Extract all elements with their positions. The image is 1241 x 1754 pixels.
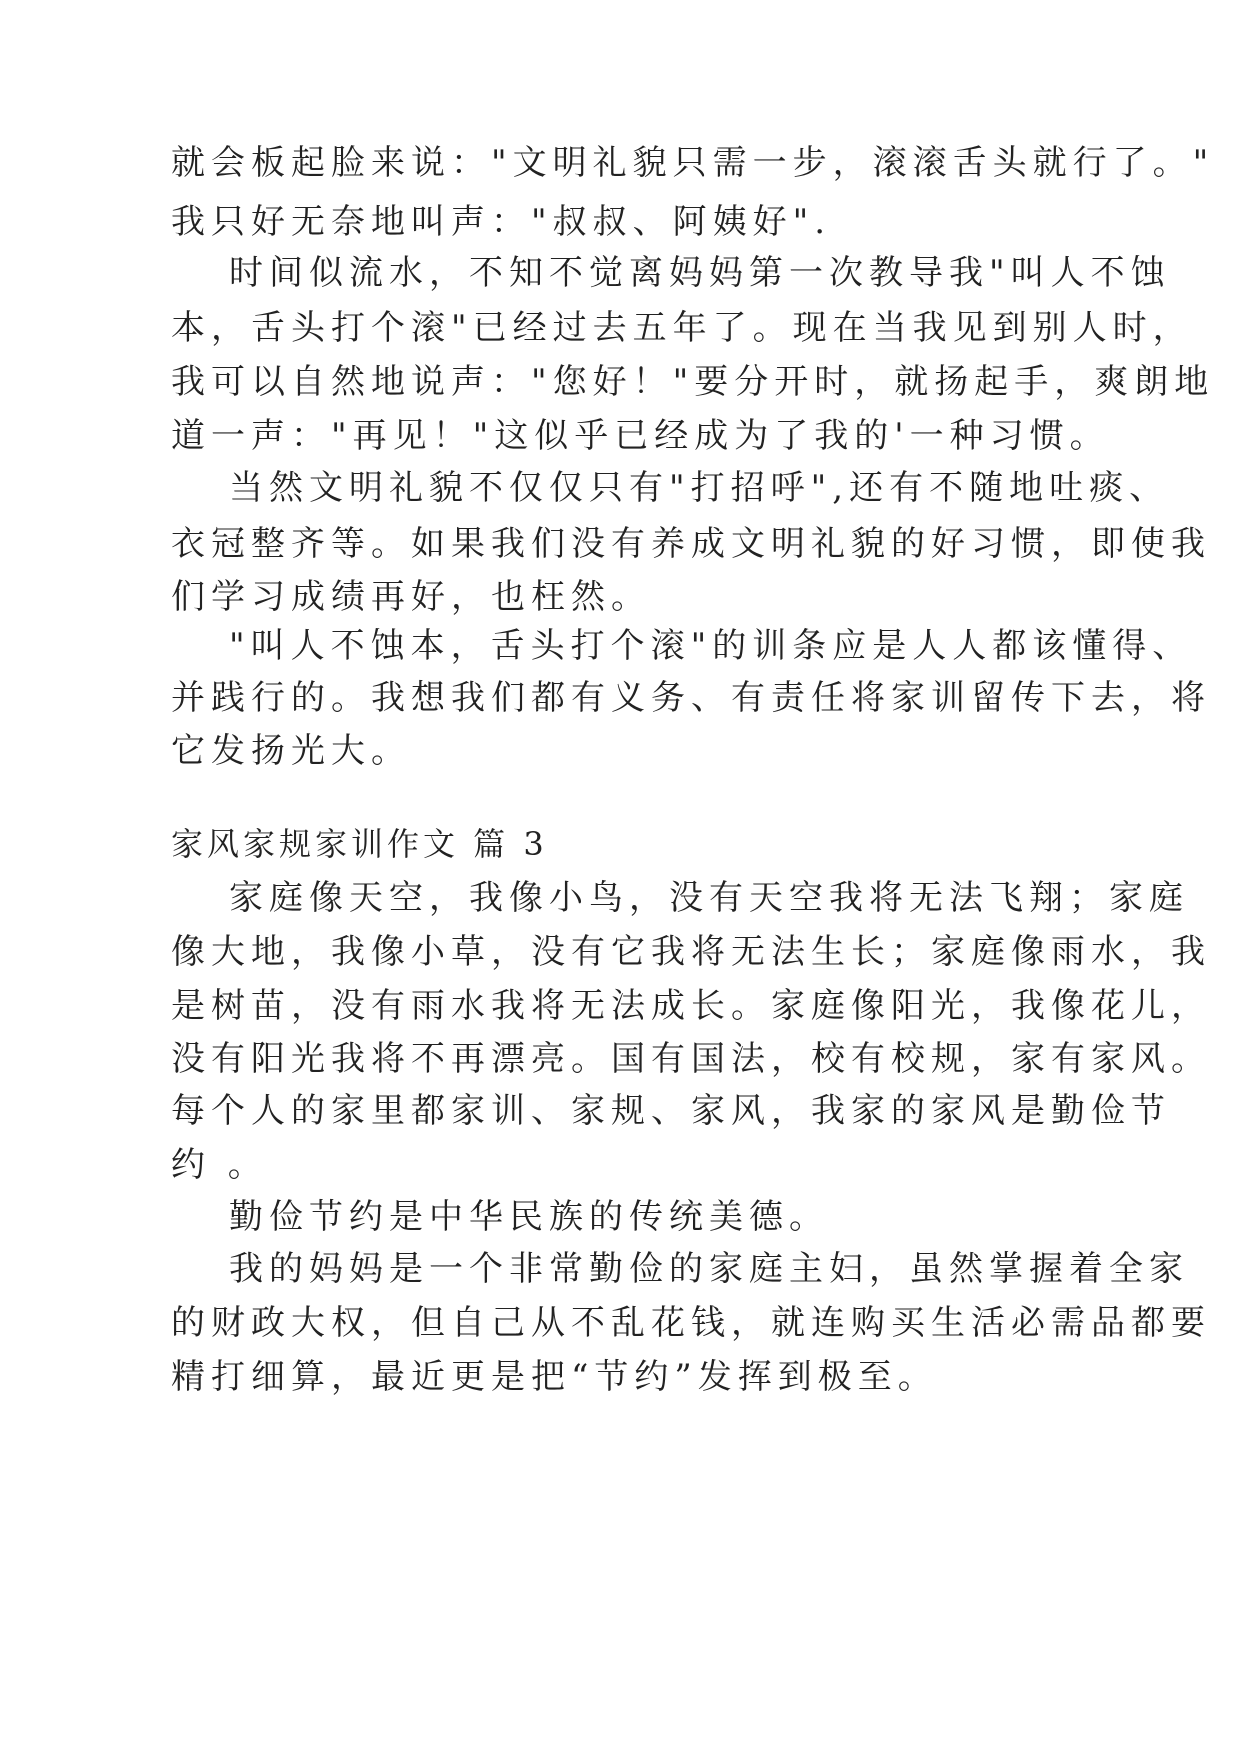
text-line: 每个人的家里都家训、家规、家风，我家的家风是勤俭节 [171,1091,1171,1131]
text-line: 就会板起脸来说："文明礼貌只需一步，滚滚舌头就行了。" [171,143,1215,183]
text-line: 我的妈妈是一个非常勤俭的家庭主妇，虽然掌握着全家 [229,1249,1189,1289]
text-line: 是树苗，没有雨水我将无法成长。家庭像阳光，我像花儿， [171,986,1211,1026]
text-line: 的财政大权，但自己从不乱花钱，就连购买生活必需品都要 [171,1303,1211,1343]
text-line: 我可以自然地说声："您好！"要分开时，就扬起手，爽朗地 [171,362,1215,402]
text-line: 本，舌头打个滚"已经过去五年了。现在当我见到别人时， [171,308,1193,348]
text-line: 勤俭节约是中华民族的传统美德。 [229,1197,829,1237]
text-line: 约 。 [171,1145,268,1185]
text-line: 时间似流水，不知不觉离妈妈第一次教导我"叫人不蚀 [229,253,1171,293]
text-line: 家庭像天空，我像小鸟，没有天空我将无法飞翔；家庭 [229,878,1189,918]
text-line: 像大地，我像小草，没有它我将无法生长；家庭像雨水，我 [171,932,1211,972]
text-line: 没有阳光我将不再漂亮。国有国法，校有校规，家有家风。 [171,1039,1211,1079]
text-line: "叫人不蚀本，舌头打个滚"的训条应是人人都该懂得、 [229,626,1193,666]
text-line: 衣冠整齐等。如果我们没有养成文明礼貌的好习惯，即使我 [171,524,1211,564]
text-line: 精打细算，最近更是把“节约”发挥到极至。 [171,1357,938,1397]
text-line: 当然文明礼貌不仅仅只有"打招呼",还有不随地吐痰、 [229,468,1170,508]
text-line: 道一声："再见！"这似乎已经成为了我的'一种习惯。 [171,416,1110,456]
section-heading: 家风家规家训作文 篇 3 [171,825,548,863]
text-line: 并践行的。我想我们都有义务、有责任将家训留传下去，将 [171,678,1211,718]
text-line: 它发扬光大。 [171,731,411,771]
text-line: 我只好无奈地叫声："叔叔、阿姨好". [171,202,832,242]
text-line: 们学习成绩再好，也枉然。 [171,577,651,617]
